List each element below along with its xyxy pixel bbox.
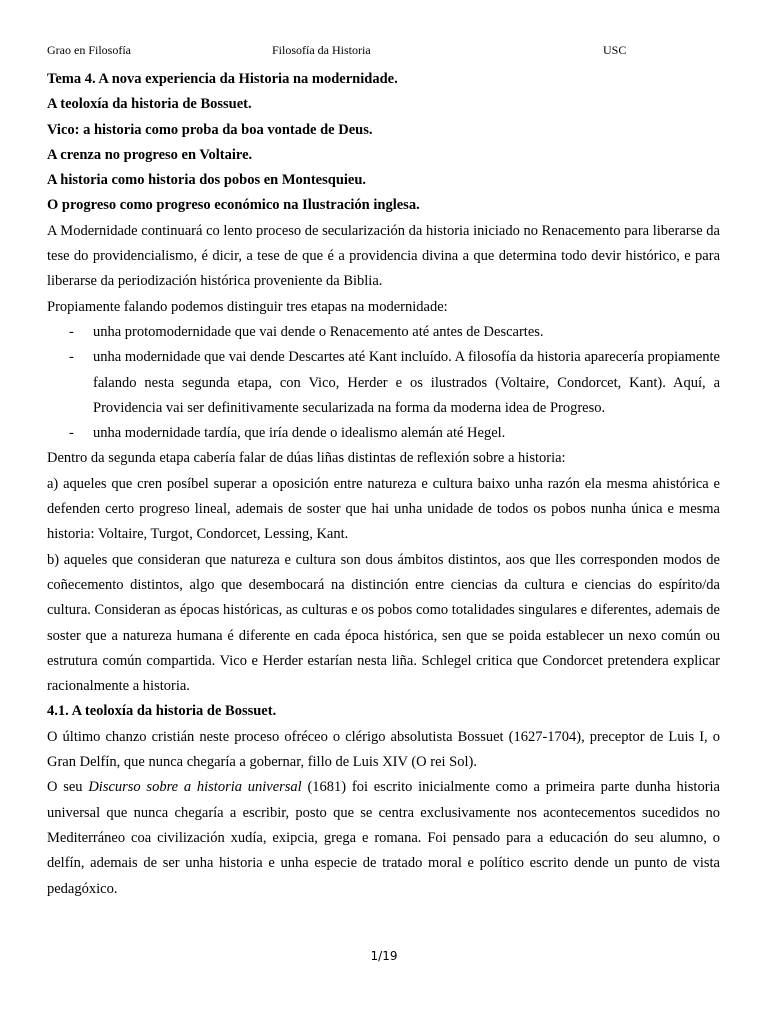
topic-subtitle-voltaire: A crenza no progreso en Voltaire. (47, 146, 253, 163)
list-dash: - (69, 425, 74, 442)
paragraph-bossuet: O último chanzo cristián neste proceso ofréceo o clérigo absolutista Bossuet (1627-1704), preceptor de Luis I, o Gran Delfín, que nunca chegaría a gobernar, fillo de Luis XIV (O rei Sol). (47, 728, 720, 771)
page-number: 1/19 (370, 949, 398, 963)
paragraph-stages: Propiamente falando podemos distinguir tres etapas na modernidade: (47, 298, 448, 315)
paragraph-discurso-rest: (1681) foi escrito inicialmente como a primeira parte dunha historia universal que nunca chegaría a escribir, posto que se centra exclusivamente nos acontecementos sucedidos no Mediterráneo coa civilización xudía, exipcia, grega e romana. Foi pensado para a educación do seu alumno, o delfín, ademais de ser unha historia e unha especie de tratado moral e político escrito dende un punto de vista pedagóxico. (47, 779, 720, 897)
list-dash: - (69, 323, 74, 340)
list-item (47, 421, 720, 446)
topic-subtitle-montesquieu: A historia como historia dos pobos en Montesquieu. (47, 172, 367, 189)
stages-list (47, 320, 720, 446)
list-dash: - (69, 349, 74, 366)
list-item-text: unha modernidade que vai dende Descartes até Kant incluído. A filosofía da historia aparecería propiamente falando nesta segunda etapa, con Vico, Herder e os ilustrados (Voltaire, Condorcet, Kant). Aquí, a Providencia vai ser definitivamente secularizada na forma da moderna idea de Progreso. (93, 349, 720, 416)
header-course: Grao en Filosofía (47, 43, 131, 57)
list-item (47, 320, 720, 345)
topic-title: Tema 4. A nova experiencia da Historia na modernidade. (47, 71, 398, 87)
section-title: 4.1. A teoloxía da historia de Bossuet. (47, 703, 277, 720)
paragraph-line-b: b) aqueles que consideran que natureza e cultura son dous ámbitos distintos, aos que lles corresponden modos de coñecemento distintos, algo que desembocará na distinción entre ciencias da cultura e ciencias do espírito/da cultura. Consideran as épocas históricas, as culturas e os pobos como totalidades singulares e diferentes, ademais de soster que a natureza humana é diferente en cada época histórica, sen que se poida establecer un nexo común ou estrutura común compartida. Vico e Herder estarían nesta liña. Schlegel critica que Condorcet pretendera explicar racionalmente a historia. (47, 551, 720, 695)
header-subject: Filosofía da Historia (272, 43, 371, 57)
paragraph-discurso (47, 775, 720, 901)
list-item-text: unha protomodernidade que vai dende o Renacemento até antes de Descartes. (93, 323, 544, 340)
topic-subtitle-vico: Vico: a historia como proba da boa vontade de Deus. (47, 121, 373, 138)
paragraph-intro: A Modernidade continuará co lento proceso de secularización da historia iniciado no Renacemento para liberarse da tese do providencialismo, é dicir, a tese de que é a providencia divina a que determina todo devir histórico, e para liberarse da periodización histórica proveniente da Biblia. (47, 222, 720, 290)
book-title: Discurso sobre a historia universal (88, 779, 302, 796)
topic-subtitle-bossuet: A teoloxía da historia de Bossuet. (47, 96, 252, 113)
paragraph-line-a: a) aqueles que cren posíbel superar a oposición entre natureza e cultura baixo unha razón ela mesma ahistórica e defenden certo progreso lineal, ademais de soster que hai unha unidade de todos os pobos nunha única e mesma historia: Voltaire, Turgot, Condorcet, Lessing, Kant. (47, 475, 720, 543)
topic-subtitle-illustration: O progreso como progreso económico na Ilustración inglesa. (47, 197, 420, 214)
paragraph-second-stage: Dentro da segunda etapa cabería falar de dúas liñas distintas de reflexión sobre a historia: (47, 450, 566, 467)
page-header (47, 42, 721, 58)
list-item (47, 345, 720, 421)
list-item-text: unha modernidade tardía, que iría dende o idealismo alemán até Hegel. (93, 425, 506, 442)
paragraph-discurso-lead: O seu (47, 779, 89, 796)
header-institution: USC (603, 43, 627, 57)
document-body (47, 67, 720, 902)
